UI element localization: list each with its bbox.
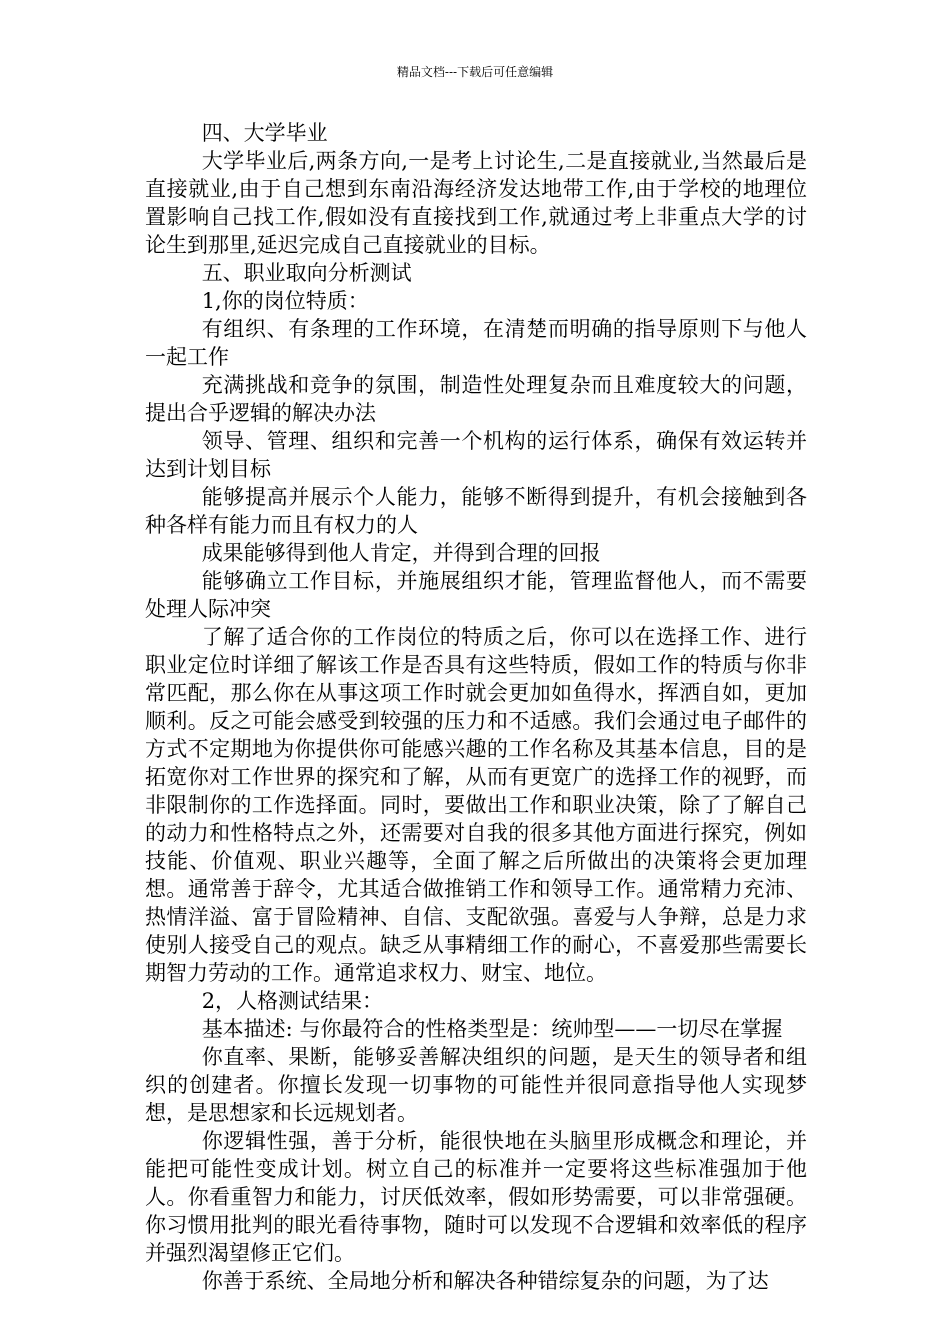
trait-item-6: 能够确立工作目标，并施展组织才能，管理监督他人，而不需要处理人际冲突 xyxy=(145,569,807,621)
paragraph-graduation-plan: 大学毕业后,两条方向,一是考上讨论生,二是直接就业,当然最后是直接就业,由于自己想到东南沿海经济发达地带工作,由于学校的地理位置影响自己找工作,假如没有直接找到工作,就通过考上非重点大学的讨论生到那里,延迟完成自己直接就业的目标。 xyxy=(145,149,807,257)
paragraph-traits-summary: 了解了适合你的工作岗位的特质之后，你可以在选择工作、进行职业定位时详细了解该工作是否具有这些特质，假如工作的特质与你非常匹配，那么你在从事这项工作时就会更加如鱼得水，挥洒自如，更加顺利。反之可能会感受到较强的压力和不适感。我们会通过电子邮件的方式不定期地为你提供你可能感兴趣的工作名称及其基本信息，目的是拓宽你对工作世界的探究和了解，从而有更宽广的选择工作的视野，而非限制你的工作选择面。同时，要做出工作和职业决策，除了了解自己的动力和性格特点之外，还需要对自我的很多其他方面进行探究，例如技能、价值观、职业兴趣等，全面了解之后所做出的决策将会更加理想。通常善于辞令，尤其适合做推销工作和领导工作。通常精力充沛、热情洋溢、富于冒险精神、自信、支配欲强。喜爱与人争辩，总是力求使别人接受自己的观点。缺乏从事精细工作的耐心，不喜爱那些需要长期智力劳动的工作。通常追求权力、财宝、地位。 xyxy=(145,625,807,985)
paragraph-leader-description: 你直率、果断，能够妥善解决组织的问题，是天生的领导者和组织的创建者。你擅长发现一切事物的可能性并很同意指导他人实现梦想，是思想家和长远规划者。 xyxy=(145,1045,807,1125)
document-body xyxy=(145,119,807,1295)
paragraph-logic-description: 你逻辑性强，善于分析，能很快地在头脑里形成概念和理论，并能把可能性变成计划。树立自己的标准并一定要将这些标准强加于他人。你看重智力和能力，讨厌低效率，假如形势需要，可以非常强硬。你习惯用批判的眼光看待事物，随时可以发现不合逻辑和效率低的程序并强烈渴望修正它们。 xyxy=(145,1129,807,1265)
trait-item-5: 成果能够得到他人肯定，并得到合理的回报 xyxy=(201,541,601,565)
trait-item-3: 领导、管理、组织和完善一个机构的运行体系，确保有效运转并达到计划目标 xyxy=(145,429,807,481)
section-heading-graduation: 四、大学毕业 xyxy=(201,121,328,145)
paragraph-basic-description: 基本描述: 与你最符合的性格类型是：统帅型——一切尽在掌握 xyxy=(201,1017,783,1041)
paragraph-system-analysis: 你善于系统、全局地分析和解决各种错综复杂的问题，为了达 xyxy=(201,1269,769,1293)
subheading-personality-result: 2，人格测试结果： xyxy=(201,989,384,1013)
trait-item-1: 有组织、有条理的工作环境，在清楚而明确的指导原则下与他人一起工作 xyxy=(145,317,807,369)
subheading-job-traits: 1,你的岗位特质： xyxy=(201,289,369,313)
trait-item-2: 充满挑战和竞争的氛围，制造性处理复杂而且难度较大的问题，提出合乎逻辑的解决办法 xyxy=(145,373,807,425)
section-heading-career-test: 五、职业取向分析测试 xyxy=(201,261,412,285)
trait-item-4: 能够提高并展示个人能力，能够不断得到提升，有机会接触到各种各样有能力而且有权力的人 xyxy=(145,485,807,537)
page-header: 精品文档---下载后可任意编辑 xyxy=(396,65,554,79)
